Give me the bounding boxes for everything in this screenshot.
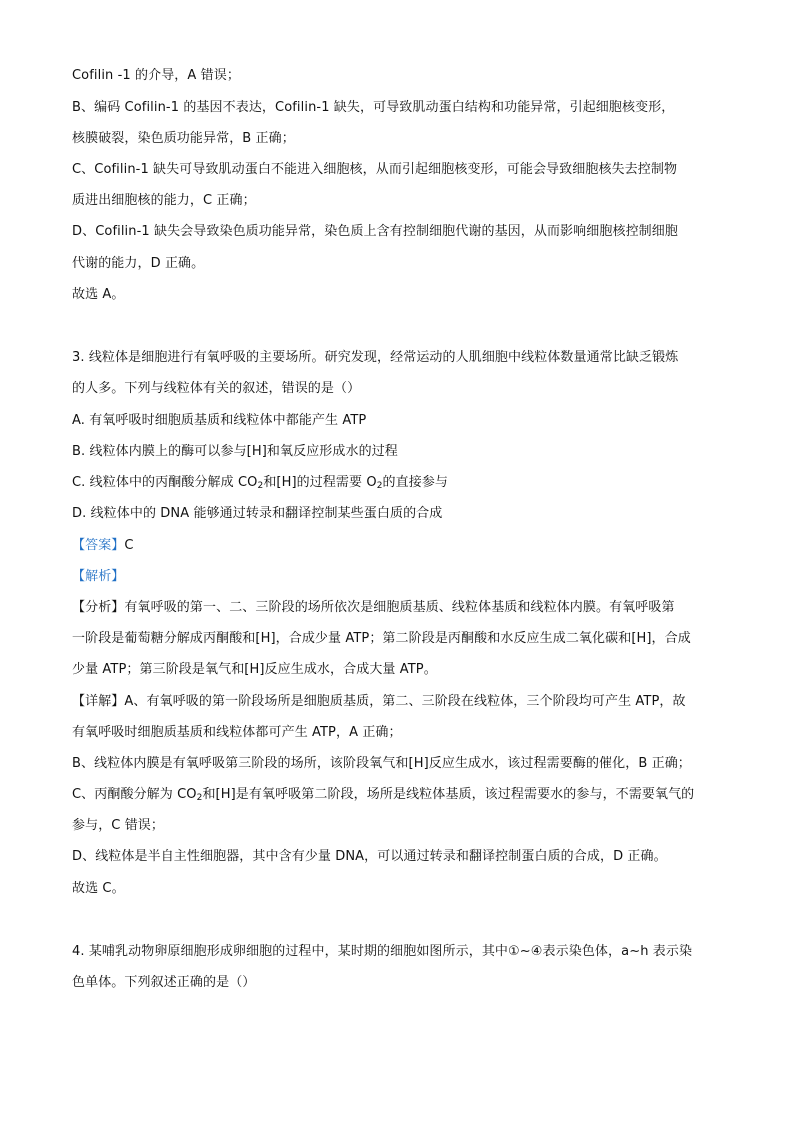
text-line: 参与，C 错误； <box>72 818 165 833</box>
question-stem: 4. 某哺乳动物卵原细胞形成卵细胞的过程中，某时期的细胞如图所示，其中①~④表示染色体，a~h 表示染 <box>72 944 693 959</box>
answer-line <box>72 538 134 554</box>
option-a: A. 有氧呼吸时细胞质基质和线粒体中都能产生 ATP <box>72 413 367 428</box>
text-line: B、线粒体内膜是有氧呼吸第三阶段的场所，该阶段氧气和[H]反应生成水，该过程需要酶的催化，B 正确； <box>72 756 691 771</box>
text-line: B、编码 Cofilin-1 的基因不表达，Cofilin-1 缺失，可导致肌动蛋白结构和功能异常，引起细胞核变形， <box>72 100 675 115</box>
text-line: C、Cofilin-1 缺失可导致肌动蛋白不能进入细胞核，从而引起细胞核变形，可能会导致细胞核失去控制物 <box>72 162 678 177</box>
question-stem: 3. 线粒体是细胞进行有氧呼吸的主要场所。研究发现，经常运动的人肌细胞中线粒体数量通常比缺乏锻炼 <box>72 350 679 365</box>
text-line: 【详解】A、有氧呼吸的第一阶段场所是细胞质基质，第二、三阶段在线粒体，三个阶段均可产生 ATP，故 <box>72 694 686 709</box>
text-line: D、线粒体是半自主性细胞器，其中含有少量 DNA，可以通过转录和翻译控制蛋白质的合成，D 正确。 <box>72 849 667 864</box>
text-line: D、Cofilin-1 缺失会导致染色质功能异常，染色质上含有控制细胞代谢的基因，从而影响细胞核控制细胞 <box>72 224 678 239</box>
question-stem: 的人多。下列与线粒体有关的叙述，错误的是（） <box>72 381 361 396</box>
analysis-heading <box>72 569 124 585</box>
text-line: C、丙酮酸分解为 $CO_2$和[H]是有氧呼吸第二阶段，场所是线粒体基质，该过程需要水的参与，不需要氧气的 <box>72 787 695 803</box>
answer-tag: 【答案】 <box>72 538 125 553</box>
option-d: D. 线粒体中的 DNA 能够通过转录和翻译控制某些蛋白质的合成 <box>72 506 443 521</box>
text-line: 质进出细胞核的能力，C 正确； <box>72 193 256 208</box>
text-line: Cofilin -1 的介导，A 错误； <box>72 68 240 83</box>
question-stem: 色单体。下列叙述正确的是（） <box>72 975 256 990</box>
text-line: 一阶段是葡萄糖分解成丙酮酸和[H]，合成少量 ATP；第二阶段是丙酮酸和水反应生成二氧化碳和[H]，合成 <box>72 631 691 646</box>
text-line: 故选 C。 <box>72 881 125 896</box>
text-line: 故选 A。 <box>72 287 125 302</box>
text-line: 【分析】有氧呼吸的第一、二、三阶段的场所依次是细胞质基质、线粒体基质和线粒体内膜。有氧呼吸第 <box>72 600 675 615</box>
text-line: 代谢的能力，D 正确。 <box>72 256 205 271</box>
answer-value: C <box>124 538 134 553</box>
option-c: C. 线粒体中的丙酮酸分解成 $CO_2$和[H]的过程需要 $O_2$的直接参与 <box>72 475 449 491</box>
text-line: 核膜破裂，染色质功能异常，B 正确； <box>72 131 295 146</box>
analysis-tag: 【解析】 <box>72 569 125 584</box>
text-line: 少量 ATP；第三阶段是氧气和[H]反应生成水，合成大量 ATP。 <box>72 662 437 677</box>
text-line: 有氧呼吸时细胞质基质和线粒体都可产生 ATP，A 正确； <box>72 725 402 740</box>
option-b: B. 线粒体内膜上的酶可以参与[H]和氧反应形成水的过程 <box>72 444 398 459</box>
